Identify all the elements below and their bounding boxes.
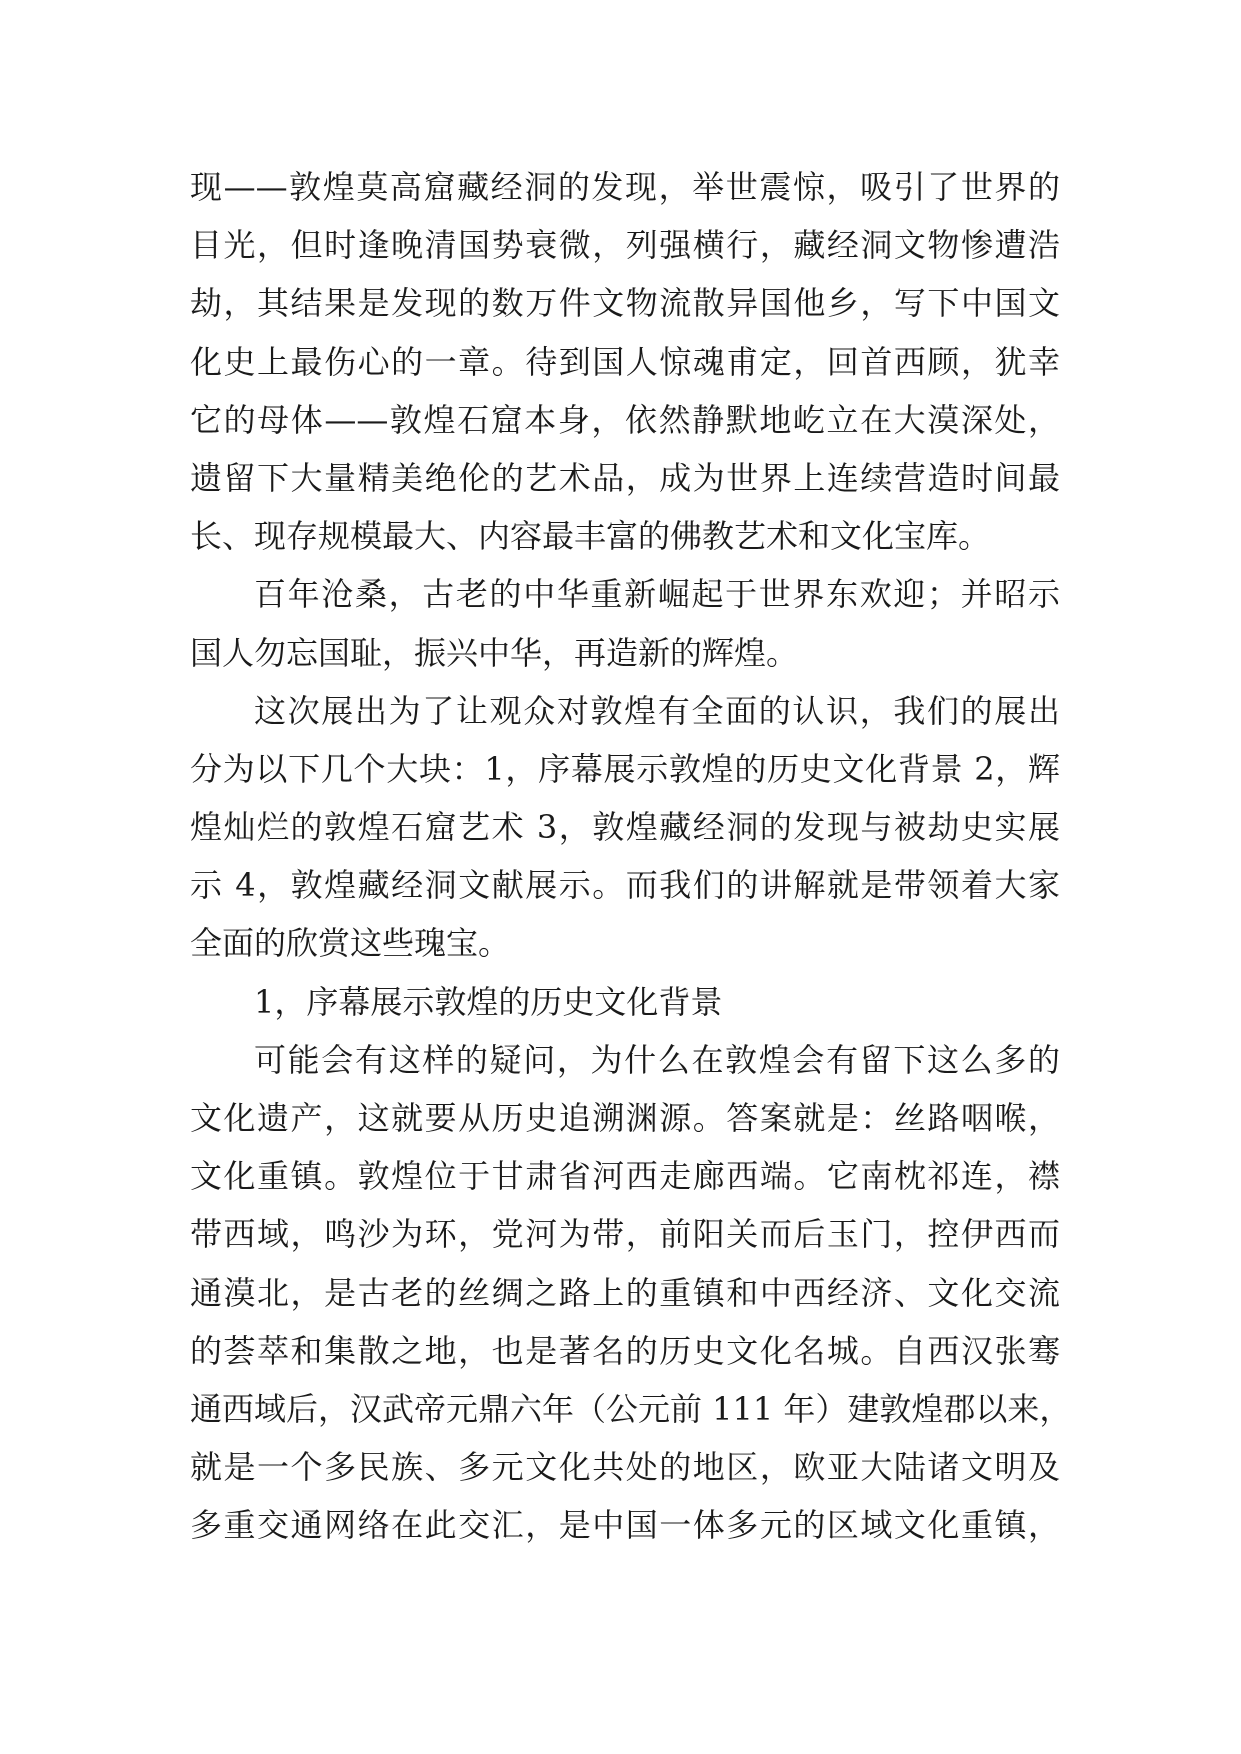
text-line: 国人勿忘国耻，振兴中华，再造新的辉煌。 — [190, 633, 799, 672]
text-line: 分为以下几个大块：1，序幕展示敦煌的历史文化背景 2，辉 — [190, 749, 1060, 788]
text-line: 1，序幕展示敦煌的历史文化背景 — [254, 982, 723, 1021]
text-line: 可能会有这样的疑问，为什么在敦煌会有留下这么多的 — [254, 1040, 1060, 1079]
text-line: 文化重镇。敦煌位于甘肃省河西走廊西端。它南枕祁连，襟 — [190, 1157, 1060, 1196]
text-line: 示 4，敦煌藏经洞文献展示。而我们的讲解就是带领着大家 — [190, 866, 1060, 905]
text-line: 多重交通网络在此交汇，是中国一体多元的区域文化重镇， — [190, 1506, 1060, 1545]
text-line: 文化遗产，这就要从历史追溯渊源。答案就是：丝路咽喉， — [190, 1099, 1060, 1137]
text-line: 目光，但时逢晚清国势衰微，列强横行，藏经洞文物惨遭浩 — [190, 226, 1060, 265]
text-line: 百年沧桑，古老的中华重新崛起于世界东欢迎；并昭示 — [254, 575, 1060, 614]
text-line: 的荟萃和集散之地，也是著名的历史文化名城。自西汉张骞 — [190, 1331, 1060, 1370]
body-text — [190, 158, 1072, 1555]
text-line: 通漠北，是古老的丝绸之路上的重镇和中西经济、文化交流 — [190, 1273, 1060, 1312]
text-line: 就是一个多民族、多元文化共处的地区，欧亚大陆诸文明及 — [190, 1448, 1060, 1487]
text-line: 化史上最伤心的一章。待到国人惊魂甫定，回首西顾，犹幸 — [190, 342, 1060, 381]
text-line: 煌灿烂的敦煌石窟艺术 3，敦煌藏经洞的发现与被劫史实展 — [190, 808, 1060, 847]
text-line: 带西域，鸣沙为环，党河为带，前阳关而后玉门，控伊西而 — [190, 1215, 1060, 1254]
text-line: 现——敦煌莫高窟藏经洞的发现，举世震惊，吸引了世界的 — [190, 168, 1060, 206]
text-line: 这次展出为了让观众对敦煌有全面的认识，我们的展出 — [254, 691, 1060, 730]
text-line: 遗留下大量精美绝伦的艺术品，成为世界上连续营造时间最 — [190, 458, 1060, 497]
text-line: 全面的欣赏这些瑰宝。 — [190, 924, 511, 963]
text-line: 长、现存规模最大、内容最丰富的佛教艺术和文化宝库。 — [190, 517, 991, 556]
text-line: 它的母体——敦煌石窟本身，依然静默地屹立在大漠深处， — [190, 400, 1060, 439]
text-line: 劫，其结果是发现的数万件文物流散异国他乡，写下中国文 — [190, 284, 1060, 323]
text-line: 通西域后，汉武帝元鼎六年（公元前 111 年）建敦煌郡以来， — [190, 1389, 1072, 1428]
